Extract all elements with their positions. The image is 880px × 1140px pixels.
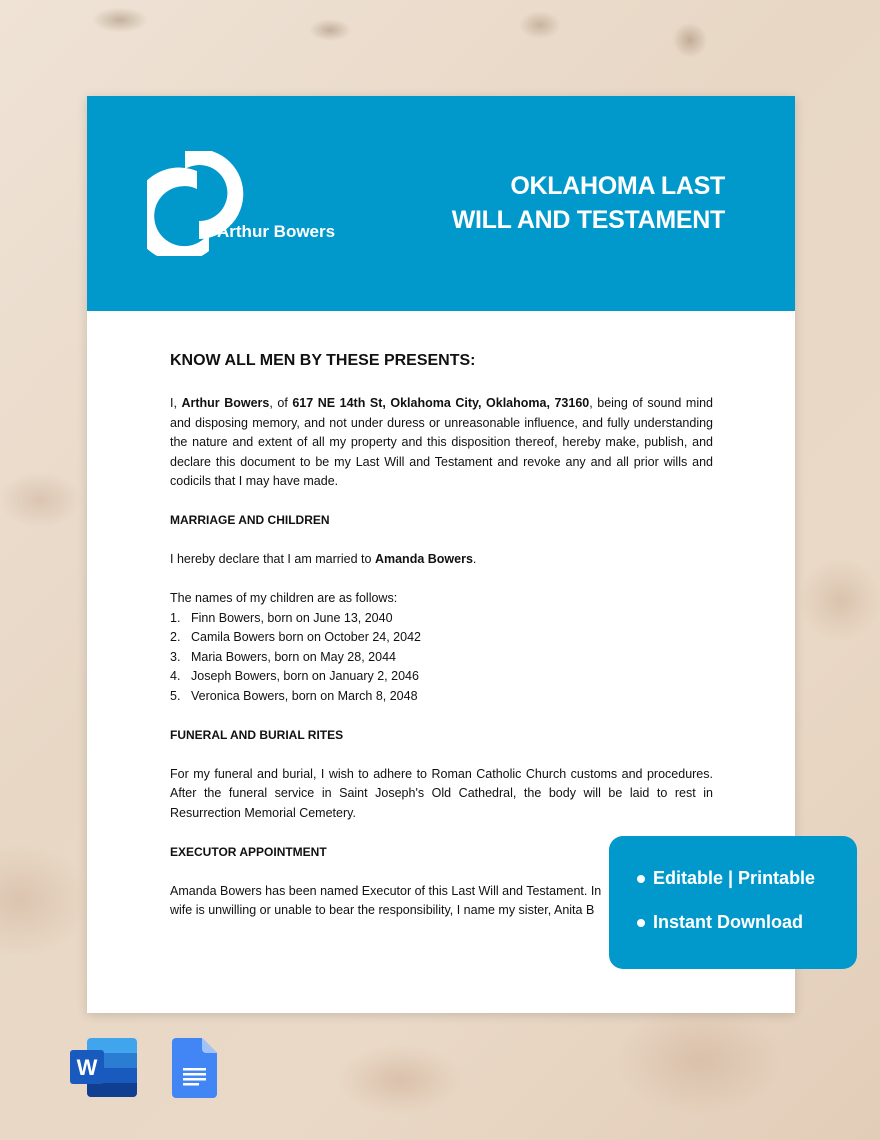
- bullet-icon: [637, 875, 645, 883]
- section-heading-executor: EXECUTOR APPOINTMENT: [170, 844, 327, 859]
- feature-download: Instant Download: [637, 912, 803, 933]
- list-item: 5. Veronica Bowers, born on March 8, 2048: [170, 688, 418, 703]
- title-line-2: WILL AND TESTAMENT: [451, 206, 725, 234]
- document-title: [452, 169, 725, 237]
- feature-editable: Editable | Printable: [637, 868, 815, 889]
- document-header: [87, 96, 795, 311]
- children-list: [170, 609, 713, 707]
- intro-paragraph: I, Arthur Bowers, of 617 NE 14th St, Oklahoma City, Oklahoma, 73160, being of sound mind and disposing memory, and not under duress or unreasonable influence, and fully understanding the nature and extent of all my property and this disposition thereof, hereby make, publish, and declare this document to be my Last Will and Testament and revoke any and all prior wills and codicils that I may have made.: [170, 396, 713, 488]
- title-line-1: OKLAHOMA LAST: [510, 172, 725, 200]
- marriage-declaration: I hereby declare that I am married to Amanda Bowers.: [170, 552, 477, 566]
- children-intro: The names of my children are as follows:: [170, 591, 398, 605]
- testator-address: 617 NE 14th St, Oklahoma City, Oklahoma, 73160: [292, 396, 590, 410]
- word-icon[interactable]: [70, 1038, 138, 1098]
- spouse-name: Amanda Bowers: [374, 552, 473, 566]
- funeral-paragraph: For my funeral and burial, I wish to adhere to Roman Catholic Church customs and procedures. After the funeral service in Saint Joseph's Old Cathedral, the body will be laid to rest in Resurrection Memorial Cemetery.: [170, 766, 713, 820]
- list-item: 2. Camila Bowers born on October 24, 2042: [170, 630, 421, 644]
- features-badge: [609, 836, 857, 969]
- list-item: 1. Finn Bowers, born on June 13, 2040: [170, 610, 393, 625]
- google-docs-icon[interactable]: [172, 1038, 217, 1098]
- executor-paragraph: Amanda Bowers has been named Executor of this Last Will and Testament. In wife is unwilling or unable to bear the responsibility, I name my sister, Anita B: [170, 883, 602, 917]
- main-heading: KNOW ALL MEN BY THESE PRESENTS:: [170, 352, 476, 369]
- list-item: 3. Maria Bowers, born on May 28, 2044: [170, 649, 396, 664]
- bullet-icon: [637, 919, 645, 927]
- logo-name: Arthur Bowers: [217, 222, 336, 241]
- svg-text:W: W: [76, 1055, 98, 1080]
- list-item: 4. Joseph Bowers, born on January 2, 2046: [170, 669, 419, 683]
- testator-name: Arthur Bowers: [181, 396, 270, 410]
- section-heading-marriage: MARRIAGE AND CHILDREN: [170, 513, 330, 527]
- section-heading-funeral: FUNERAL AND BURIAL RITES: [170, 727, 344, 742]
